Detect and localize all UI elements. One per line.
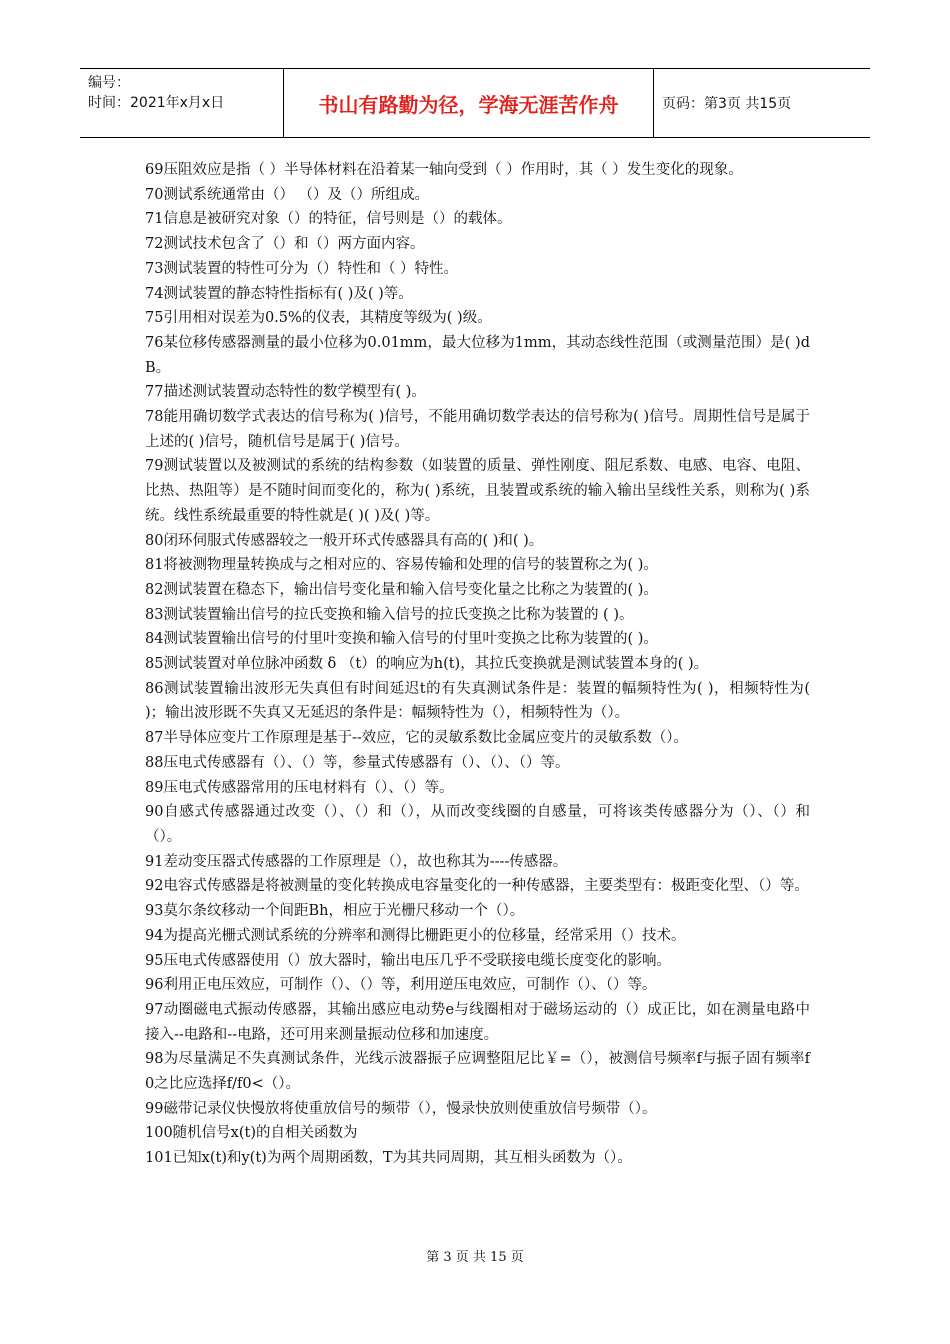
question-item: 93莫尔条纹移动一个间距Bh，相应于光栅尺移动一个（）。 — [145, 903, 525, 920]
question-item: 76某位移传感器测量的最小位移为0.01mm，最大位移为1mm，其动态线性范围（或测量范围）是( )dB。 — [145, 334, 810, 376]
page-footer: 第 3 页 共 15 页 — [426, 1250, 524, 1265]
question-item: 89压电式传感器常用的压电材料有（）、（）等。 — [145, 779, 454, 796]
header-motto: 书山有路勤为径，学海无涯苦作舟 — [284, 69, 654, 137]
question-item: 100随机信号x(t)的自相关函数为 — [145, 1125, 358, 1142]
question-item: 97动圈磁电式振动传感器，其输出感应电动势e与线圈相对于磁场运动的（）成正比，如在测量电路中接入--电路和--电路，还可用来测量振动位移和加速度。 — [145, 1001, 810, 1043]
question-item: 87半导体应变片工作原理是基于--效应，它的灵敏系数比金属应变片的灵敏系数（）。 — [145, 730, 688, 747]
question-item: 88压电式传感器有（）、（）等，参量式传感器有（）、（）、（）等。 — [145, 754, 570, 771]
question-item: 84测试装置输出信号的付里叶变换和输入信号的付里叶变换之比称为装置的( )。 — [145, 631, 658, 648]
number-label: 编号： — [88, 75, 130, 91]
question-item: 80闭环伺服式传感器较之一般开环式传感器具有高的( )和( )。 — [145, 532, 544, 549]
question-item: 99磁带记录仪快慢放将使重放信号的频带（），慢录快放则使重放信号频带（）。 — [145, 1100, 657, 1117]
question-item: 69压阻效应是指（ ）半导体材料在沿着某一轴向受到（ ）作用时，其（ ）发生变化的现象。 — [145, 162, 743, 178]
question-item: 85测试装置对单位脉冲函数 δ （t）的响应为h(t)，其拉氏变换就是测试装置本身的( )。 — [145, 656, 709, 673]
page-header — [80, 68, 870, 138]
question-item: 94为提高光栅式测试系统的分辨率和测得比栅距更小的位移量，经常采用（）技术。 — [145, 927, 686, 944]
question-item: 83测试装置输出信号的拉氏变换和输入信号的拉氏变换之比称为装置的 ( )。 — [145, 606, 634, 623]
question-item: 96利用正电压效应，可制作（）、（）等，利用逆压电效应，可制作（）、（）等。 — [145, 977, 657, 994]
question-item: 82测试装置在稳态下，输出信号变化量和输入信号变化量之比称之为装置的( )。 — [145, 581, 658, 598]
question-item: 74测试装置的静态特性指标有( )及( )等。 — [145, 285, 413, 302]
question-item: 86测试装置输出波形无失真但有时间延迟t的有失真测试条件是：装置的幅频特性为( )，相频特性为( )；输出波形既不失真又无延迟的条件是：幅频特性为（），相频特性为（）。 — [145, 680, 810, 722]
question-item: 72测试技术包含了（）和（）两方面内容。 — [145, 236, 425, 253]
question-item: 98为尽量满足不失真测试条件，光线示波器振子应调整阻尼比￥=（），被测信号频率f与振子固有频率f0之比应选择f/f0<（）。 — [145, 1051, 810, 1093]
question-item: 81将被测物理量转换成与之相对应的、容易传输和处理的信号的装置称之为( )。 — [145, 557, 658, 574]
question-item: 73测试装置的特性可分为（）特性和（ ）特性。 — [145, 260, 459, 277]
header-page-label: 页码：第3页 共15页 — [662, 96, 792, 112]
time-label: 时间：2021年x月x日 — [88, 95, 225, 111]
question-item: 71信息是被研究对象（）的特征，信号则是（）的载体。 — [145, 211, 512, 228]
question-item: 90自感式传感器通过改变（）、（）和（），从而改变线圈的自感量，可将该类传感器分为（）、（）和（）。 — [145, 804, 810, 845]
question-item: 91差动变压器式传感器的工作原理是（），故也称其为----传感器。 — [145, 853, 568, 870]
question-item: 75引用相对误差为0.5%的仪表，其精度等级为( )级。 — [145, 310, 492, 327]
question-item: 77描述测试装置动态特性的数学模型有( )。 — [145, 384, 426, 401]
question-item: 70测试系统通常由（） （）及（）所组成。 — [145, 186, 430, 203]
question-item: 78能用确切数学式表达的信号称为( )信号，不能用确切数学表达的信号称为( )信号。周期性信号是属于上述的( )信号，随机信号是属于( )信号。 — [145, 409, 810, 450]
question-item: 79测试装置以及被测试的系统的结构参数（如装置的质量、弹性刚度、阻尼系数、电感、电容、电阻、比热、热阻等）是不随时间而变化的，称为( )系统，且装置或系统的输入输出呈线性关系，则称为( )系统。线性系统最重要的特性就是( )( )及( )等。 — [145, 458, 810, 524]
question-item: 101已知x(t)和y(t)为两个周期函数，T为其共同周期，其互相头函数为（）。 — [145, 1150, 632, 1167]
question-item: 95压电式传感器使用（）放大器时，输出电压几乎不受联接电缆长度变化的影响。 — [145, 952, 671, 969]
header-meta — [80, 69, 284, 137]
question-list — [145, 158, 810, 1171]
question-item: 92电容式传感器是将被测量的变化转换成电容量变化的一种传感器，主要类型有：极距变化型、（）等。 — [145, 878, 809, 895]
